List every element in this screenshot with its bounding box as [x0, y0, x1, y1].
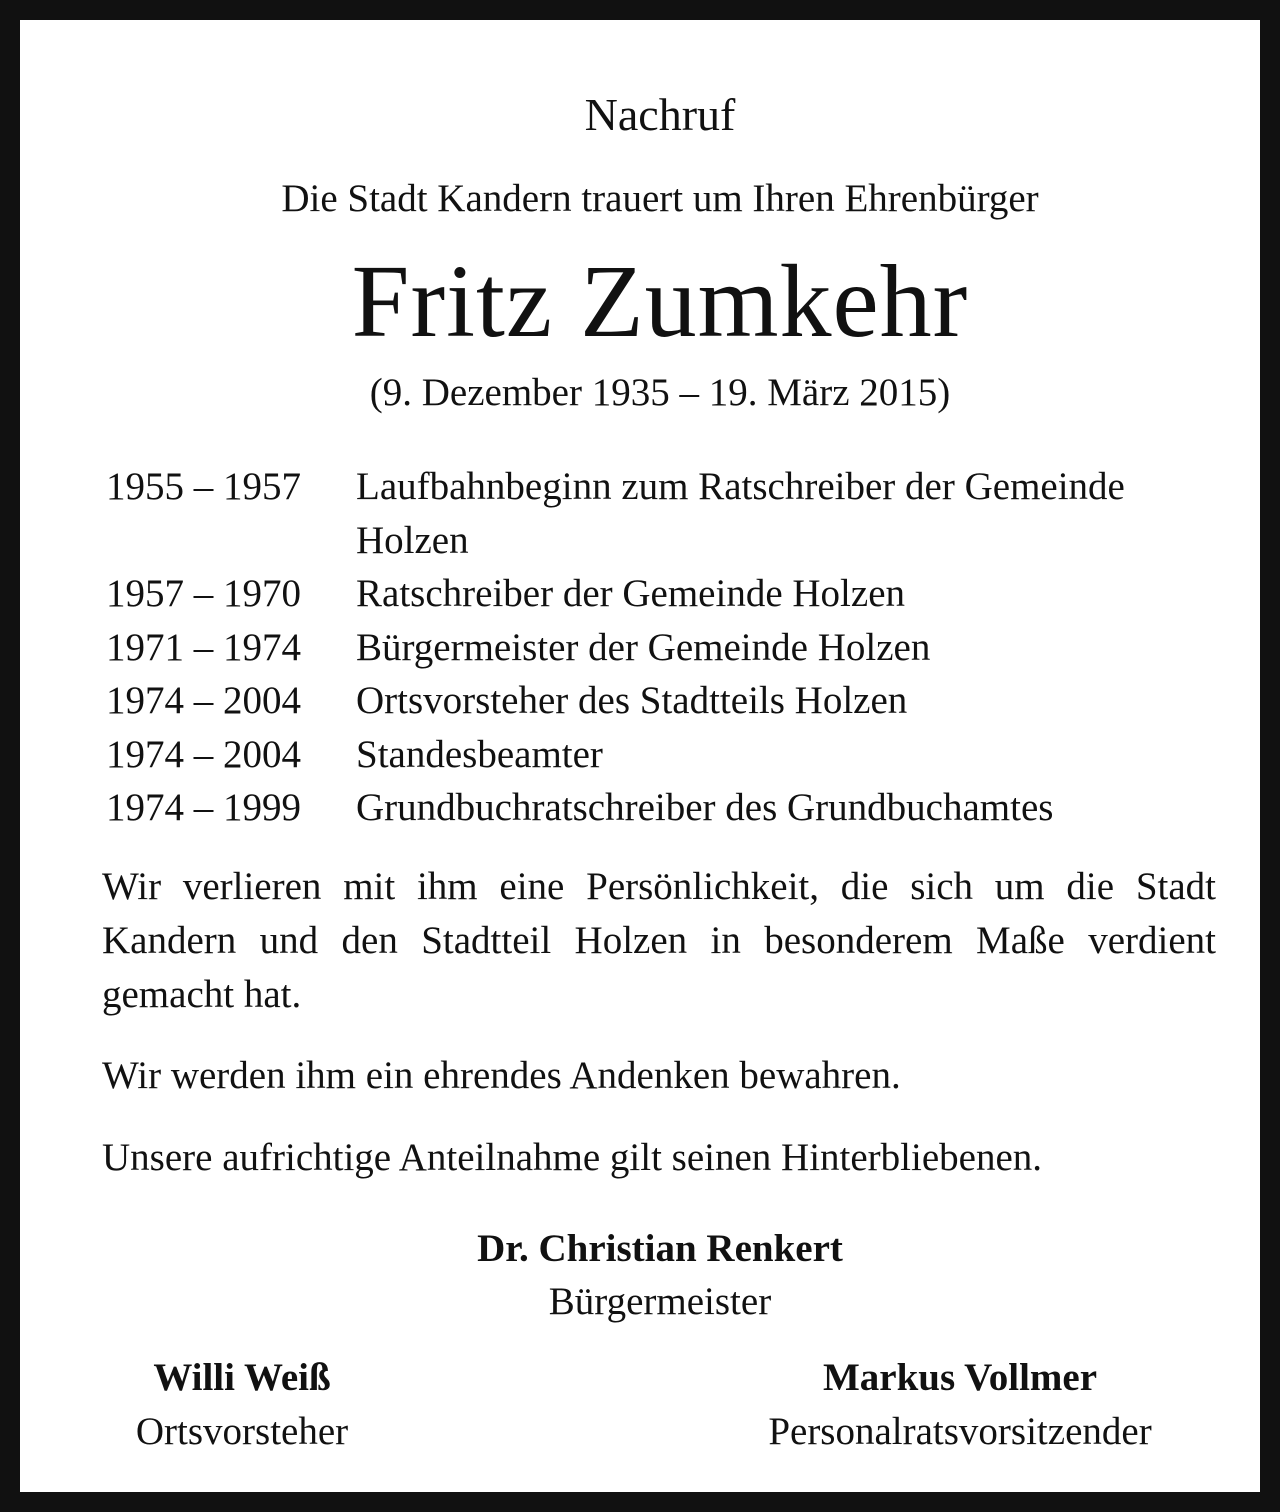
career-description: Grundbuchratschreiber des Grundbuchamtes	[356, 786, 1054, 829]
career-years: 1971 – 1974	[106, 625, 301, 669]
mayor-name: Dr. Christian Renkert	[477, 1227, 843, 1270]
tribute-paragraph: Wir verlieren mit ihm eine Persönlichkeit, die sich um die Stadt Kandern und den Stadtteil Holzen in besonderem Maße verdient gemacht hat.	[102, 865, 1216, 1016]
career-years: 1974 – 2004	[106, 679, 301, 722]
condolence-paragraph: Unsere aufrichtige Anteilnahme gilt seinen Hinterbliebenen.	[102, 1136, 1043, 1179]
career-description: Ortsvorsteher des Stadtteils Holzen	[356, 679, 908, 722]
career-years: 1974 – 1999	[106, 786, 301, 829]
mayor-role: Bürgermeister	[548, 1280, 772, 1323]
career-list	[106, 460, 1226, 835]
signatory-right	[710, 1351, 1210, 1459]
career-description: Laufbahnbeginn zum Ratschreiber der Gemeinde Holzen	[356, 465, 1125, 562]
career-entry	[106, 728, 1226, 782]
career-entry	[106, 460, 1226, 567]
signatory-left-role: Ortsvorsteher	[135, 1410, 349, 1453]
career-years: 1955 – 1957	[106, 465, 301, 508]
signatory-left	[92, 1351, 392, 1459]
signatory-right-name: Markus Vollmer	[822, 1356, 1098, 1399]
career-entry	[106, 621, 1226, 675]
career-entry	[106, 567, 1226, 621]
signatory-left-name: Willi Weiß	[153, 1356, 331, 1399]
career-years: 1957 – 1970	[106, 572, 301, 615]
career-description: Ratschreiber der Gemeinde Holzen	[356, 572, 906, 615]
signatory-right-role: Personalratsvorsitzender	[768, 1410, 1152, 1453]
deceased-name: Fritz Zumkehr	[351, 244, 969, 359]
notice-title: Nachruf	[584, 89, 736, 140]
remembrance-paragraph: Wir werden ihm ein ehrendes Andenken bewahren.	[102, 1054, 901, 1097]
career-description: Bürgermeister der Gemeinde Holzen	[356, 625, 931, 669]
career-years: 1974 – 2004	[106, 732, 301, 776]
career-entry	[106, 674, 1226, 728]
career-description: Standesbeamter	[356, 732, 603, 776]
career-entry	[106, 781, 1226, 835]
notice-intro: Die Stadt Kandern trauert um Ihren Ehrenbürger	[281, 177, 1039, 220]
life-dates: (9. Dezember 1935 – 19. März 2015)	[369, 371, 951, 414]
